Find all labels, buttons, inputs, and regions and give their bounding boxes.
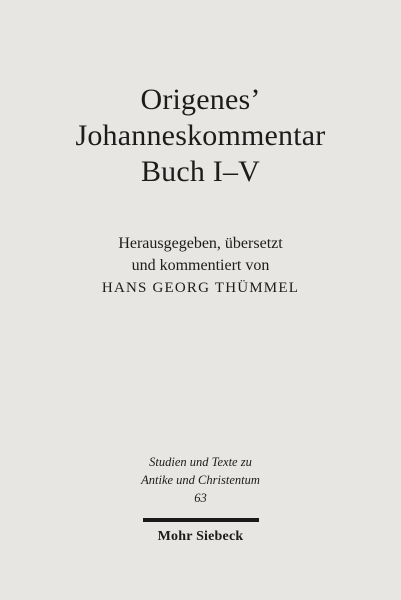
title-line-3: Buch I–V	[140, 155, 261, 188]
publisher-name: Mohr Siebeck	[157, 529, 244, 544]
editor-credit	[0, 233, 401, 299]
editor-line-1: Herausgegeben, übersetzt	[118, 235, 283, 252]
publisher-rule	[143, 518, 259, 522]
editor-line-2: und kommentiert von	[131, 257, 270, 274]
series-line-2: Antike und Christentum	[141, 473, 260, 487]
title-line-1: Origenes’	[140, 83, 261, 116]
series-line-1: Studien und Texte zu	[149, 455, 252, 469]
series-number: 63	[194, 491, 207, 505]
title-line-2: Johanneskommentar	[75, 119, 326, 152]
series-info	[0, 453, 401, 507]
book-title	[0, 82, 401, 190]
editor-name: HANS GEORG THÜMMEL	[101, 280, 300, 296]
